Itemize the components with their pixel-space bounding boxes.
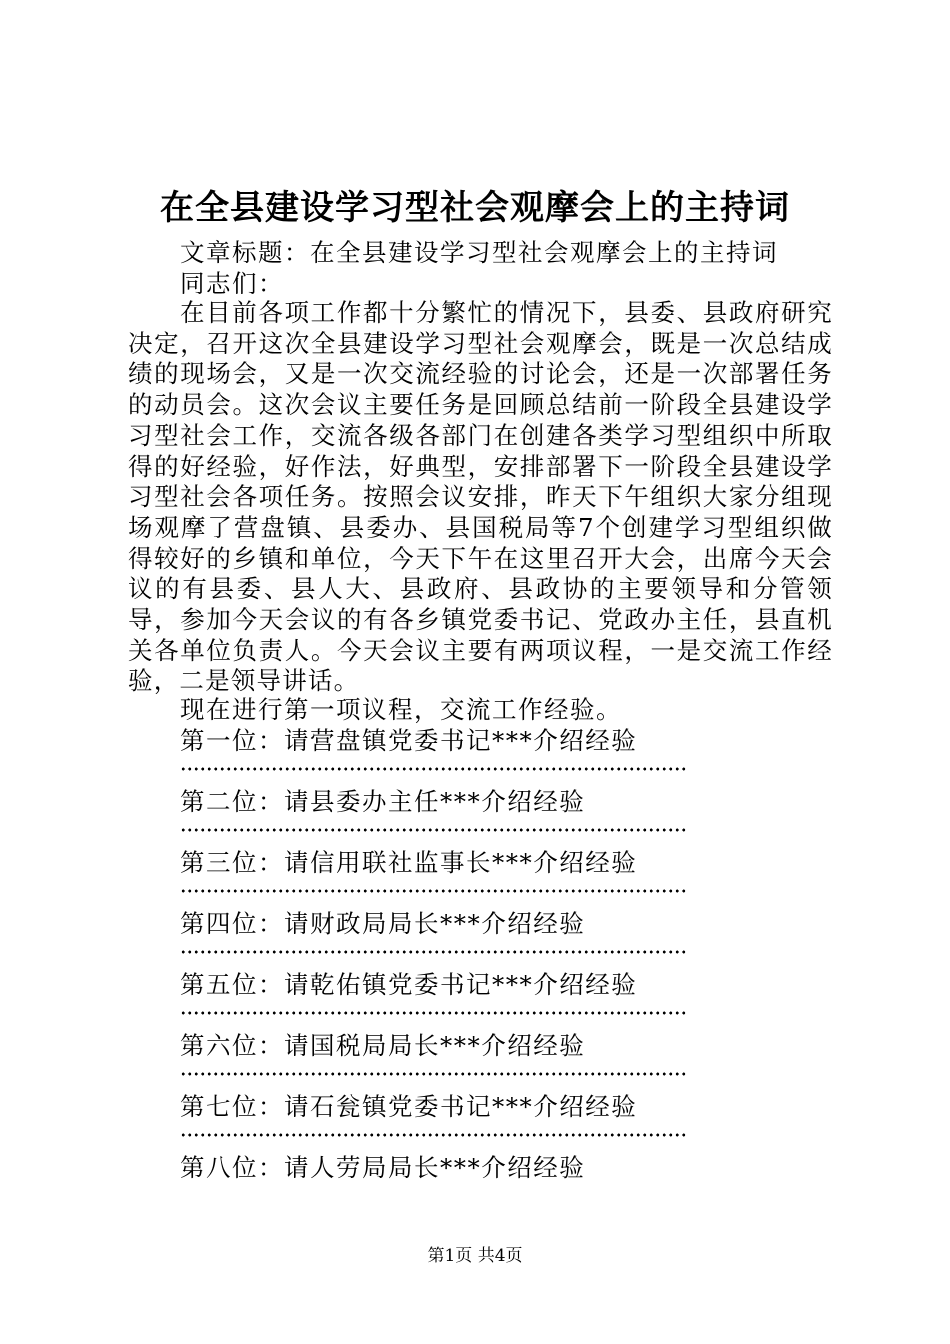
dotted-leader: [180, 827, 688, 833]
dotted-leader: [180, 1132, 688, 1138]
dotted-leader: [180, 949, 688, 955]
salutation: 同志们：: [180, 269, 284, 298]
speaker-line: 第五位：请乾佑镇党委书记***介绍经验: [180, 970, 638, 999]
speaker-line: 第六位：请国税局局长***介绍经验: [180, 1031, 586, 1060]
article-title-line: 文章标题：在全县建设学习型社会观摩会上的主持词: [180, 238, 778, 267]
dotted-leader: [180, 1010, 688, 1016]
opening-paragraph: 在目前各项工作都十分繁忙的情况下，县委、县政府研究决定，召开这次全县建设学习型社会观摩会，既是一次总结成绩的现场会，又是一次交流经验的讨论会，还是一次部署任务的动员会。这次会议主要任务是回顾总结前一阶段全县建设学习型社会工作，交流各级各部门在创建各类学习型组织中所取得的好经验，好作法，好典型，安排部署下一阶段全县建设学习型社会各项任务。按照会议安排，昨天下午组织大家分组现场观摩了营盘镇、县委办、县国税局等7个创建学习型组织做得较好的乡镇和单位，今天下午在这里召开大会，出席今天会议的有县委、县人大、县政府、县政协的主要领导和分管领导，参加今天会议的有各乡镇党委书记、党政办主任，县直机关各单位负责人。今天会议主要有两项议程，一是交流工作经验，二是领导讲话。: [128, 298, 833, 696]
speaker-line: 第一位：请营盘镇党委书记***介绍经验: [180, 726, 638, 755]
page-number-footer: 第1页 共4页: [427, 1246, 523, 1266]
speaker-line: 第八位：请人劳局局长***介绍经验: [180, 1153, 586, 1182]
dotted-leader: [180, 766, 688, 772]
dotted-leader: [180, 1071, 688, 1077]
agenda-intro: 现在进行第一项议程，交流工作经验。: [180, 695, 622, 724]
speaker-line: 第二位：请县委办主任***介绍经验: [180, 787, 586, 816]
speaker-line: 第四位：请财政局局长***介绍经验: [180, 909, 586, 938]
speaker-line: 第三位：请信用联社监事长***介绍经验: [180, 848, 638, 877]
dotted-leader: [180, 888, 688, 894]
document-title: 在全县建设学习型社会观摩会上的主持词: [160, 188, 790, 228]
speaker-line: 第七位：请石瓮镇党委书记***介绍经验: [180, 1092, 638, 1121]
